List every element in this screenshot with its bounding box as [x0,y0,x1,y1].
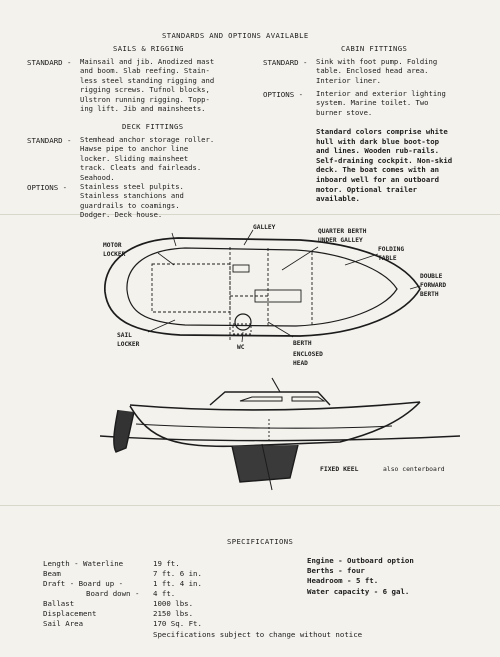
plan-label: FOLDING [378,246,405,253]
text-line: Standard colors comprise white [316,127,448,136]
plan-label: MOTOR [103,242,122,249]
spec-line: Berths - four [307,566,365,576]
text-line: locker. Sliding mainsheet [80,153,189,163]
text-line: Stemhead anchor storage roller. [80,135,215,144]
text-line: Hawse pipe to anchor line [80,144,189,154]
text-line: system. Marine toilet. Two [316,98,429,108]
spec-label: Ballast [43,599,75,608]
text-line: hull with dark blue boot-top [316,136,440,146]
spec-value: 2150 lbs. [153,609,194,618]
plan-label: ENCLOSED [293,351,323,358]
plan-label: BERTH [420,291,439,298]
profile-drawing [100,378,460,490]
sails-heading: SAILS & RIGGING [113,44,184,53]
cabin-options-key: OPTIONS - [263,90,304,99]
text-line: table. Enclosed head area. [316,66,429,76]
text-line: Seahood. [80,172,115,182]
text-line: rigging screws. Tufnol blocks, [80,85,210,95]
text-line: Stainless stanchions and [80,191,184,201]
plan-label: DOUBLE [420,273,443,280]
deck-options-key: OPTIONS - [27,183,68,192]
spec-line: Headroom - 5 ft. [307,576,379,586]
text-line: and boom. Slab reefing. Stain- [80,66,210,76]
specs-note: Specifications subject to change without notice [153,630,363,639]
spec-value: 1000 lbs. [153,599,194,608]
spec-value: 170 Sq. Ft. [153,619,202,628]
plan-label: QUARTER BERTH [318,228,367,235]
deck-heading: DECK FITTINGS [122,122,184,131]
plan-label: UNDER GALLEY [318,237,363,244]
spec-label: Sail Area [43,619,84,628]
spec-value: 7 ft. 6 in. [153,569,202,578]
spec-line: Engine - Outboard option [307,556,414,565]
plan-label: LOCKER [103,251,126,258]
cabin-standard-key: STANDARD - [263,58,308,67]
plan-label: GALLEY [253,224,276,231]
text-line: Sink with foot pump. Folding [316,57,438,66]
centerboard-label: also centerboard [383,465,445,473]
text-line: Ulstron running rigging. Topp- [80,94,210,104]
plan-label: FORWARD [420,282,447,289]
spec-value: 1 ft. 4 in. [153,579,202,588]
cabin-heading: CABIN FITTINGS [341,44,408,53]
specs-heading: SPECIFICATIONS [227,537,294,546]
text-line: burner stove. [316,107,373,117]
spec-label: Beam [43,569,61,578]
text-line: Interior and exterior lighting [316,89,446,98]
plan-labels [103,224,446,367]
spec-label: Draft - Board up - [43,579,124,588]
text-line: inboard well for an outboard [316,174,440,184]
plan-label: BERTH [293,340,312,347]
page-title: STANDARDS AND OPTIONS AVAILABLE [162,31,309,40]
spec-value: 19 ft. [153,559,180,568]
text-line: guardrails to coamings. [80,200,180,210]
plan-label: LOCKER [117,341,140,348]
text-line: deck. The boat comes with an [316,165,440,175]
plan-label: HEAD [293,360,308,367]
text-line: Stainless steel pulpits. [80,182,184,191]
text-line: available. [316,194,360,204]
spec-value: 4 ft. [153,589,176,598]
text-line: Interior liner. [316,75,381,85]
plan-label: WC [237,344,245,351]
text-line: ing lift. Jib and mainsheets. [80,104,206,114]
sails-standard-key: STANDARD - [27,58,72,67]
plan-label: TABLE [378,255,397,262]
spec-label: Board down - [86,589,140,598]
text-line: track. Cleats and fairleads. [80,163,202,173]
deck-plan-drawing [105,230,420,342]
text-line: Self-draining cockpit. Non-skid [316,155,453,165]
fixed-keel-label: FIXED KEEL [320,465,359,473]
text-line: motor. Optional trailer [316,184,418,194]
specs-right-column [307,556,414,597]
spec-label: Length - Waterline [43,559,124,568]
text-line: less steel standing rigging and [80,75,215,85]
deck-standard-key: STANDARD - [27,136,72,145]
text-line: and lines. Wooden rub-rails. [316,146,440,156]
text-line: Dodger. Deck house. [80,210,163,220]
text-line: Mainsail and jib. Anodized mast [80,57,215,66]
spec-label: Displacement [43,609,97,618]
profile-labels [320,465,445,473]
plan-label: SAIL [117,332,132,339]
spec-line: Water capacity - 6 gal. [307,586,410,596]
